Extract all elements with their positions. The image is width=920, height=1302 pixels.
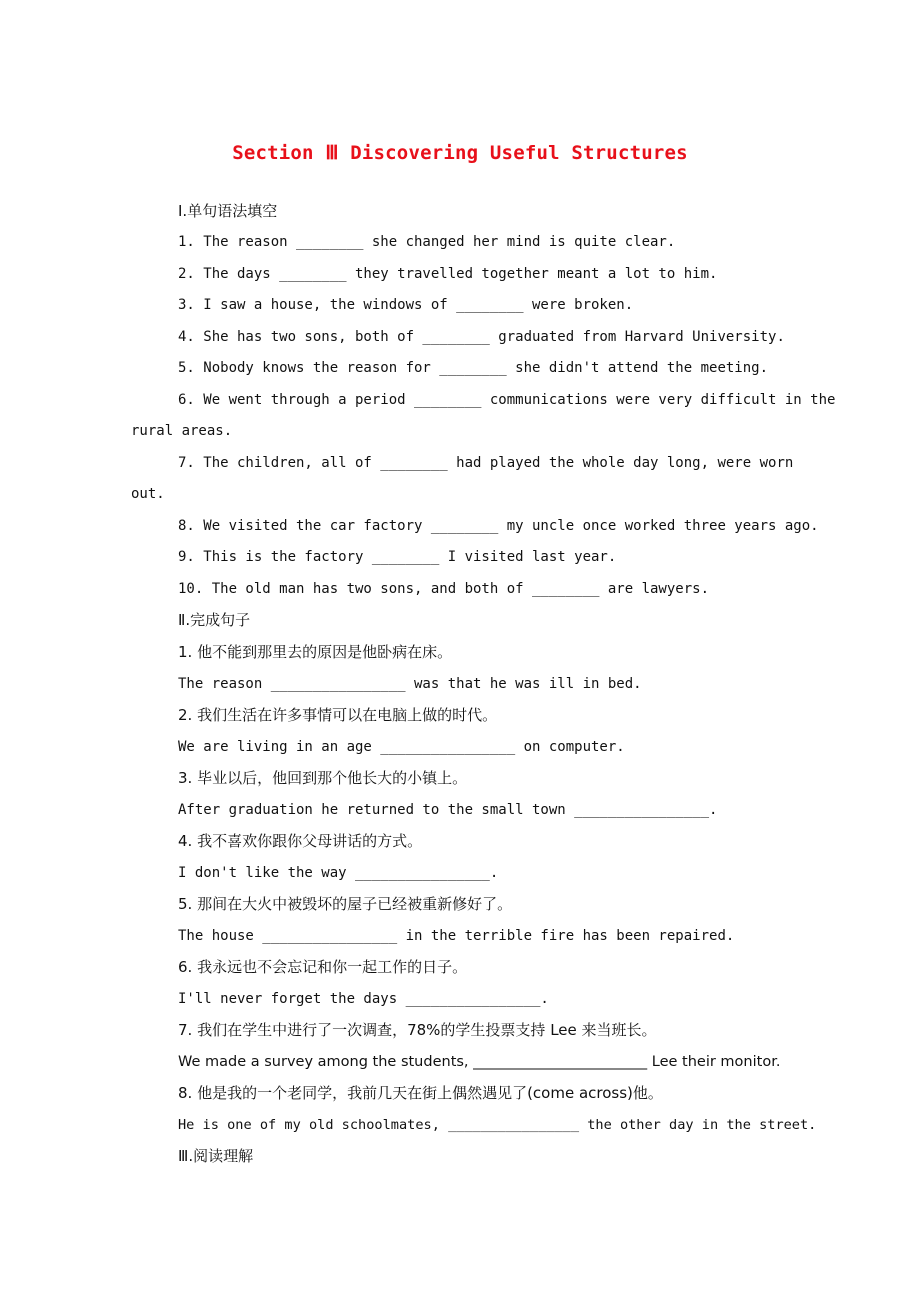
exercise-prompt: 8. 他是我的一个老同学，我前几天在街上偶然遇见了(come across)他。 bbox=[178, 1084, 663, 1102]
exercise-answer-line: He is one of my old schoolmates, ________________ the other day in the street. bbox=[178, 1117, 817, 1133]
exercise-line: 2. The days ________ they travelled together meant a lot to him. bbox=[178, 266, 718, 282]
exercise-answer-line: After graduation he returned to the small town ________________. bbox=[178, 802, 718, 818]
exercise-line: 1. The reason ________ she changed her mind is quite clear. bbox=[178, 234, 676, 250]
exercise-answer-line: The house ________________ in the terrible fire has been repaired. bbox=[178, 928, 735, 944]
exercise-prompt: 4. 我不喜欢你跟你父母讲话的方式。 bbox=[178, 832, 423, 850]
exercise-line: 10. The old man has two sons, and both of ________ are lawyers. bbox=[178, 581, 710, 597]
exercise-line: rural areas. bbox=[131, 423, 233, 439]
exercise-prompt: 3. 毕业以后，他回到那个他长大的小镇上。 bbox=[178, 769, 468, 787]
exercise-prompt: 6. 我永远也不会忘记和你一起工作的日子。 bbox=[178, 958, 468, 976]
exercise-answer-line: I don't like the way ________________. bbox=[178, 865, 499, 881]
exercise-answer-line: We made a survey among the students, ________________________ Lee their monitor. bbox=[178, 1054, 781, 1070]
exercise-line: 9. This is the factory ________ I visited last year. bbox=[178, 549, 617, 565]
exercise-prompt: 5. 那间在大火中被毁坏的屋子已经被重新修好了。 bbox=[178, 895, 513, 913]
exercise-answer-line: The reason ________________ was that he was ill in bed. bbox=[178, 676, 642, 692]
exercise-prompt: 2. 我们生活在许多事情可以在电脑上做的时代。 bbox=[178, 706, 498, 724]
exercise-prompt: 7. 我们在学生中进行了一次调查，78%的学生投票支持 Lee 来当班长。 bbox=[178, 1021, 657, 1039]
section-3-heading: Ⅲ.阅读理解 bbox=[178, 1147, 254, 1165]
section-1-heading: Ⅰ.单句语法填空 bbox=[178, 202, 278, 220]
exercise-line: 3. I saw a house, the windows of ________ were broken. bbox=[178, 297, 634, 313]
section-2-heading: Ⅱ.完成句子 bbox=[178, 611, 251, 629]
exercise-prompt: 1. 他不能到那里去的原因是他卧病在床。 bbox=[178, 643, 453, 661]
exercise-answer-line: I'll never forget the days ________________. bbox=[178, 991, 549, 1007]
exercise-line: 7. The children, all of ________ had played the whole day long, were worn bbox=[178, 455, 794, 471]
exercise-line: 6. We went through a period ________ communications were very difficult in the bbox=[178, 392, 836, 408]
exercise-line: 5. Nobody knows the reason for ________ she didn't attend the meeting. bbox=[178, 360, 769, 376]
exercise-line: 4. She has two sons, both of ________ graduated from Harvard University. bbox=[178, 329, 785, 345]
page-title: Section Ⅲ Discovering Useful Structures bbox=[232, 142, 688, 164]
exercise-line: 8. We visited the car factory ________ my uncle once worked three years ago. bbox=[178, 518, 819, 534]
exercise-answer-line: We are living in an age ________________ on computer. bbox=[178, 739, 625, 755]
exercise-line: out. bbox=[131, 486, 165, 502]
